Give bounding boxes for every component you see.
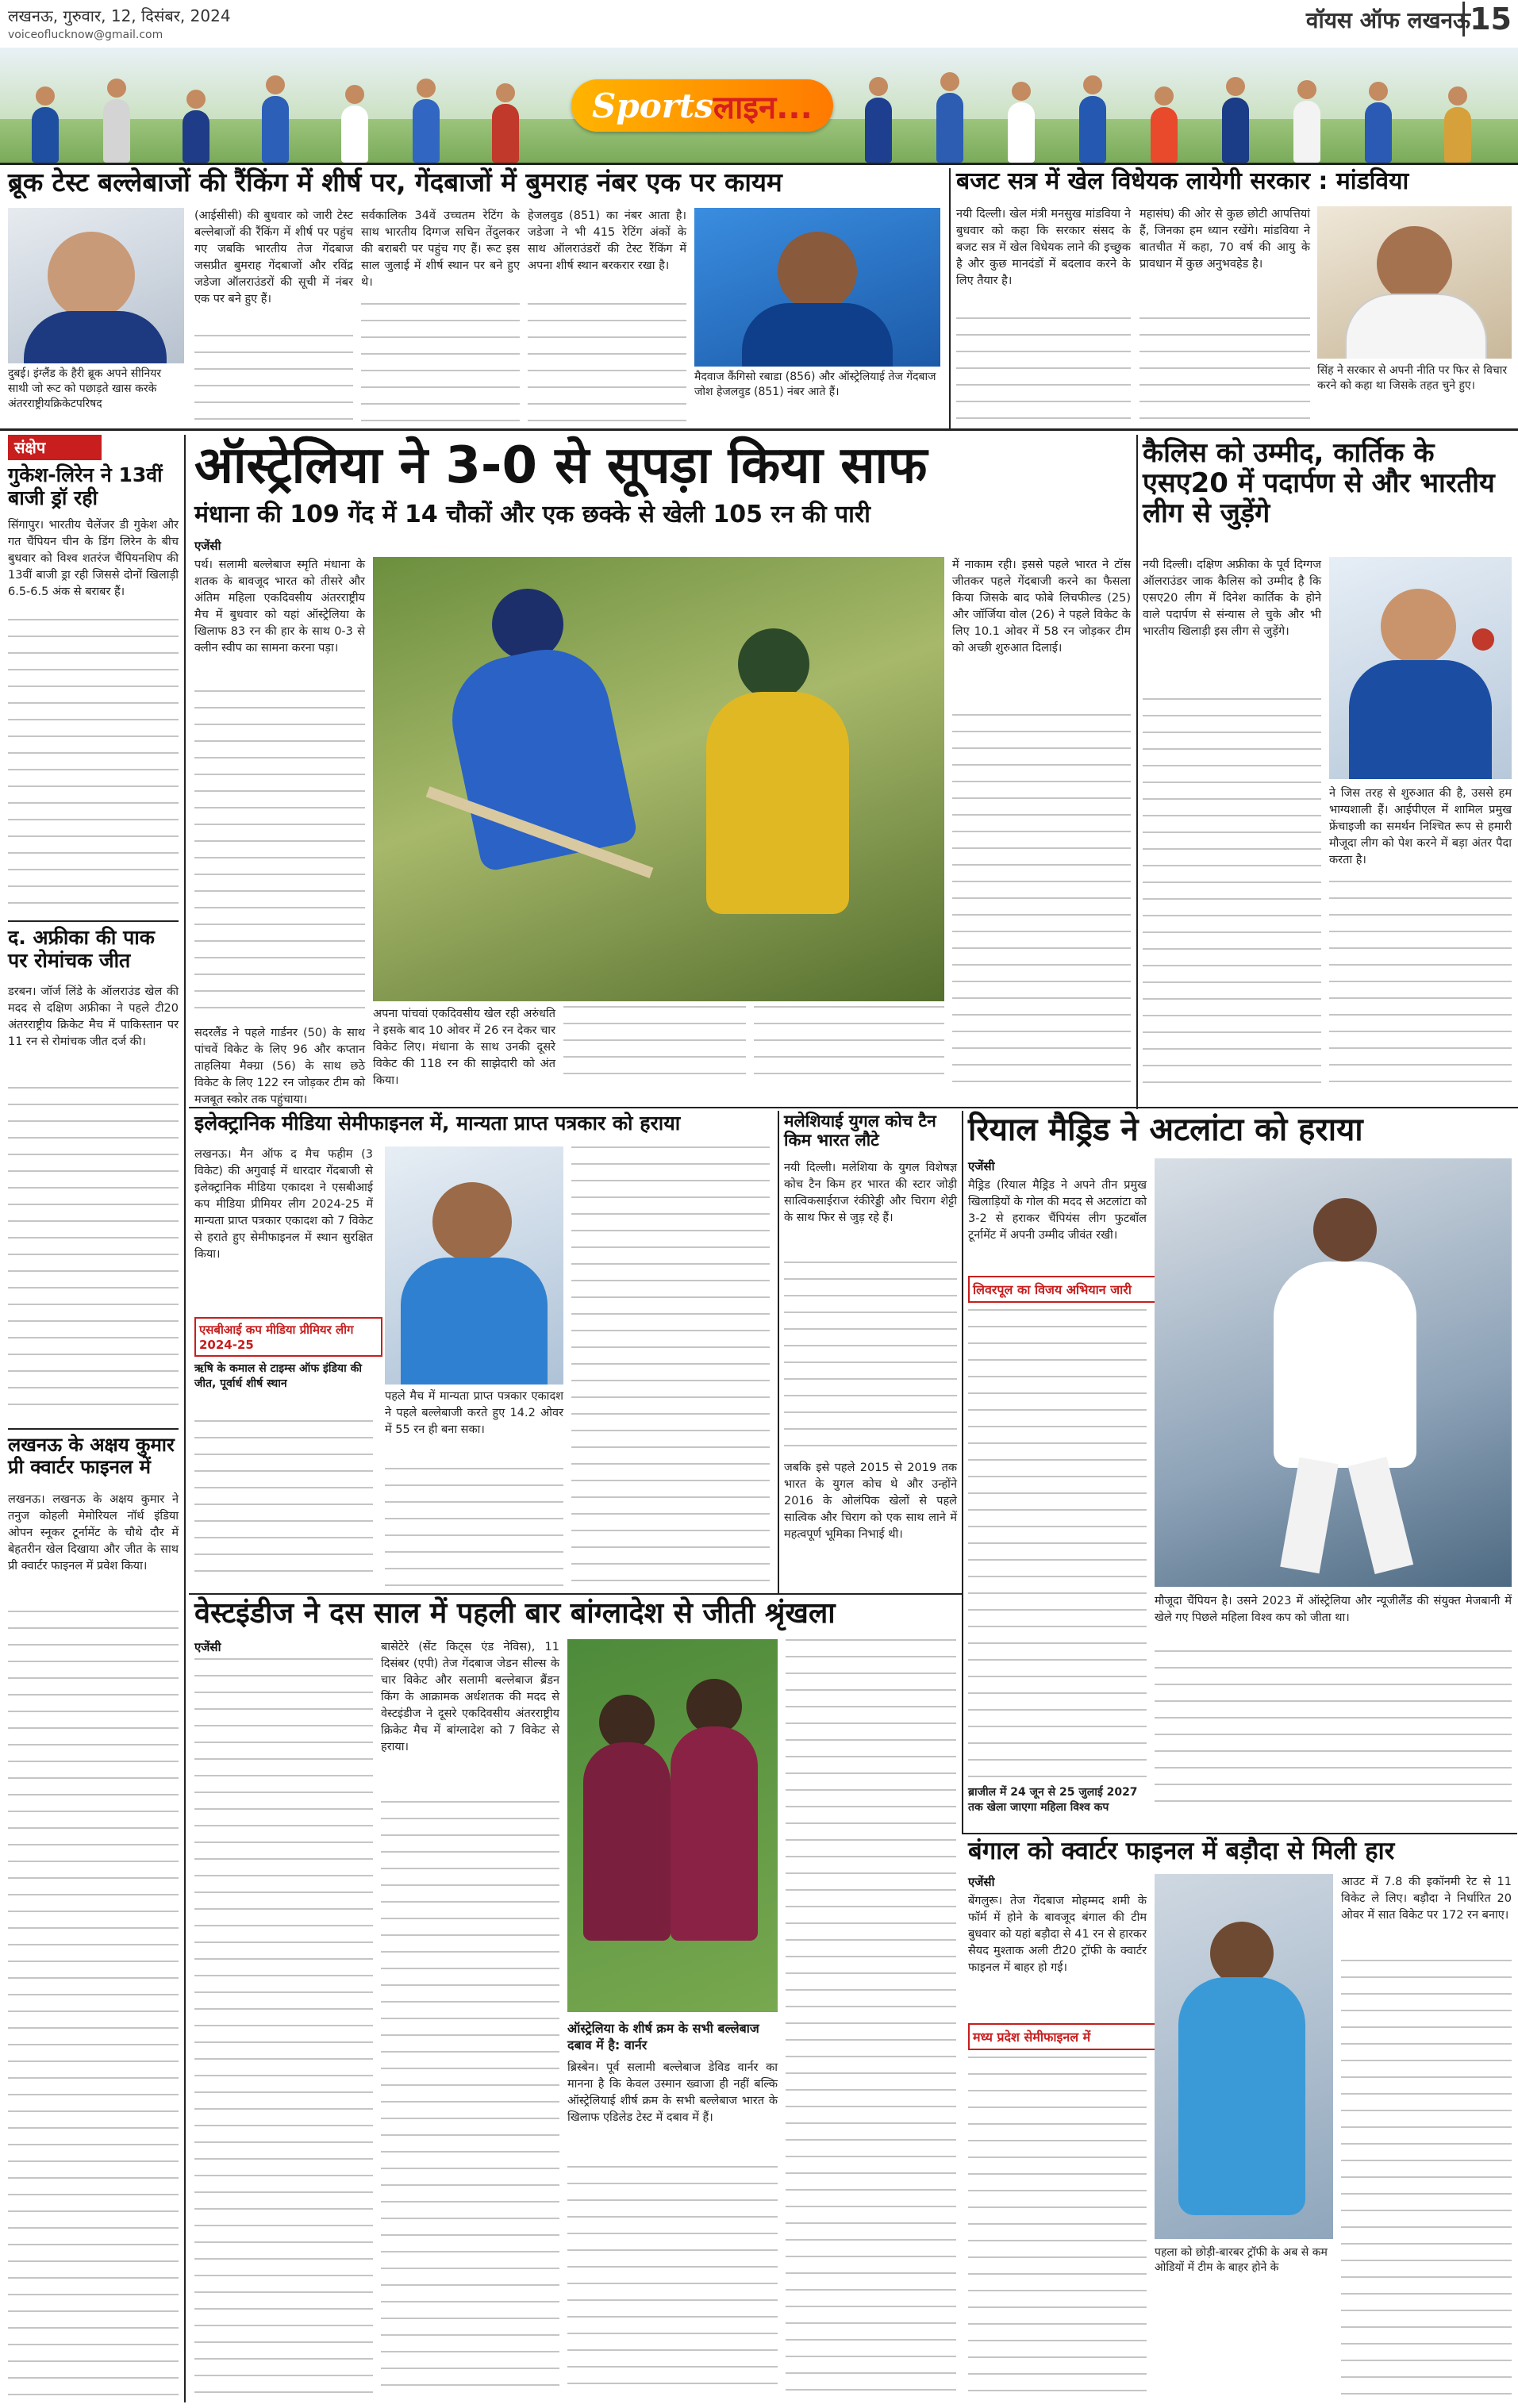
fahim-photo <box>385 1146 563 1385</box>
athlete-figure <box>492 104 519 163</box>
text-texture <box>956 317 1131 424</box>
athlete-figure <box>413 99 440 163</box>
brief-3-text: लखनऊ। लखनऊ के अक्षय कुमार ने तनुज कोहली मेमोरियल नॉर्थ इंडिया ओपन स्नूकर टूर्नामेंट के चौथे दौर में बेहतरीन खेल दिखाया और जीत के साथ प्री क्वार्टर फाइनल में प्रवेश किया। <box>8 1493 179 1573</box>
bill-para-3: सिंह ने सरकार से अपनी नीति पर फिर से विचार करने को कहा था जिसके तहत चुने हुए। <box>1317 364 1508 392</box>
athlete-figure <box>1365 102 1392 163</box>
bill-para-2: महासंघ) की ओर से कुछ छोटी आपत्तियां हैं, जिनका हम ध्यान रखेंगे। मांडविया ने बातचीत में कहा, 70 वर्ष की आयु के प्रावधान में कुछ अनुभवहेड है। <box>1139 208 1310 271</box>
section-divider <box>962 1833 1517 1834</box>
windies-para-1: बासेटेरे (सेंट किट्स एंड नेविस), 11 दिसंबर (एपी) तेज गेंदबाज जेडन सील्स के चार विकेट और सलामी बल्लेबाज ब्रैंडन किंग के आक्रामक अर्धशतक की मदद से वेस्टइंडीज ने दूसरे एकदिवसीय अंतरराष्ट्रीय क्रिकेट मैच में बांग्लादेश को 7 विकेट से हराया। <box>381 1641 559 1753</box>
kallis-photo <box>1329 557 1512 779</box>
athlete-figure <box>1293 101 1320 163</box>
brief-3-title: लखनऊ के अक्षय कुमार प्री क्वार्टर फाइनल में <box>8 1434 175 1478</box>
kallis-para-1: नयी दिल्ली। दक्षिण अफ्रीका के पूर्व दिग्गज ऑलराउंडर जाक कैलिस को उम्मीद है कि एसए20 लीग में दिनेश कार्तिक के होने वाले पदार्पण से संन्यास ले चुके और भी भारतीय खिलाड़ी इस लीग से जुड़ेंगे। <box>1143 559 1321 638</box>
athlete-figure <box>1008 102 1035 163</box>
athlete-figure <box>103 99 130 163</box>
text-texture <box>1329 881 1512 1087</box>
bill-headline: बजट सत्र में खेल विधेयक लायेगी सरकार : मांडविया <box>956 167 1409 195</box>
athlete-figure <box>1222 98 1249 163</box>
brook-caption: दुबई। इंग्लैंड के हैरी ब्रूक अपने सीनियर साथी जो रूट को पछाड़ते खास करके अंतरराष्ट्रीयक्रिकेटपरिषद <box>8 367 162 410</box>
text-texture <box>567 2166 778 2396</box>
bengal-headline: बंगाल को क्वार्टर फाइनल में बड़ौदा से मिली हार <box>968 1837 1395 1865</box>
lead-subhead: मंधाना की 109 गेंद में 14 चौकों और एक छक्के से खेली 105 रन की पारी <box>194 501 870 528</box>
section-divider <box>0 428 1518 431</box>
text-texture <box>754 1006 944 1085</box>
dateline: लखनऊ, गुरुवार, 12, दिसंबर, 2024 <box>8 6 231 25</box>
brief-divider <box>8 1428 179 1430</box>
text-texture <box>381 1801 559 2396</box>
athlete-figure <box>1079 96 1106 163</box>
athlete-figure <box>1151 107 1178 163</box>
brief-1-text: सिंगापुर। भारतीय चैलेंजर डी गुकेश और गत चैंपियन चीन के डिंग लिरेन के बीच बुधवार को विश्व शतरंज चैंपियनशिप की 13वीं बाजी ड्रा रही जिससे दोनों खिलाड़ी 6.5-6.5 अंक से बराबर हैं। <box>8 519 179 598</box>
text-texture <box>563 1006 746 1085</box>
media-para-1: लखनऊ। मैन ऑफ द मैच फहीम (3 विकेट) की अगुवाई में धारदार गेंदबाजी से इलेक्ट्रानिक मीडिया एकादश ने एसबीआई कप मीडिया प्रीमियर लीग 2024-25 में मान्यता प्राप्त पत्रकार एकादश को 7 विकेट से हराते हुए सेमीफाइनल में स्थान सुरक्षित किया। <box>194 1148 373 1261</box>
rankings-para-3: हेजलवुड (851) का नंबर आता है। जडेजा ने भी 415 रेटिंग अंकों के साथ ऑलराउंडरों की टेस्ट रैंकिंग में अपना शीर्ष स्थान बरकरार रखा है। <box>528 209 686 272</box>
kallis-headline: कैलिस को उम्मीद, कार्तिक के एसए20 में पदार्पण से और भारतीय लीग से जुड़ेंगे <box>1143 437 1495 530</box>
bengal-box-title: मध्य प्रदेश सेमीफाइनल में <box>968 2023 1156 2050</box>
text-texture <box>1155 1650 1512 1809</box>
media-headline: इलेक्ट्रानिक मीडिया सेमीफाइनल में, मान्यता प्राप्त पत्रकार को हराया <box>194 1112 681 1135</box>
real-box-title: लिवरपूल का विजय अभियान जारी <box>968 1276 1156 1303</box>
media-para-2: पहले मैच में मान्यता प्राप्त पत्रकार एकादश ने पहले बल्लेबाजी करते हुए 14.2 ओवर में 55 रन ही बना सका। <box>385 1390 563 1436</box>
windies-byline: एजेंसी <box>194 1640 221 1654</box>
rankings-headline: ब्रूक टेस्ट बल्लेबाजों की रैंकिंग में शीर्ष पर, गेंदबाजों में बुमराह नंबर एक पर कायम <box>8 167 782 198</box>
text-texture <box>968 2057 1147 2398</box>
text-texture <box>194 1658 373 2396</box>
text-texture <box>8 1611 179 2396</box>
text-texture <box>8 619 179 912</box>
brief-divider <box>8 920 179 922</box>
malaysia-para-2: जबकि इसे पहले 2015 से 2019 तक भारत के युगल कोच थे और उन्होंने 2016 के ओलंपिक खेलों से पहले सात्विक और चिराग को एक साथ लाने में महत्वपूर्ण भूमिका निभाई थी। <box>784 1461 957 1541</box>
brief-2-title: द. अफ्रीका की पाक पर रोमांचक जीत <box>8 926 155 972</box>
text-texture <box>952 714 1131 1087</box>
lead-photo-text: अपना पांचवां एकदिवसीय खेल रही अरुंधति ने इसके बाद 10 ओवर में 26 रन देकर चार विकेट लिए। मंधाना के साथ उनकी दूसरे विकेट की 118 रन की साझेदारी को अंत किया। <box>373 1008 555 1087</box>
windies-celebration-photo <box>567 1639 778 2012</box>
text-texture <box>194 335 353 424</box>
column-divider <box>184 435 186 2402</box>
rankings-para-1: (आईसीसी) की बुधवार को जारी टेस्ट बल्लेबाजों की रैंकिंग में शीर्ष पर पहुंच गए जबकि भारतीय तेज गेंदबाज जसप्रीत बुमराह गेंदबाजों और रविंद्र जडेजा ऑलराउंडरों की सूची में नंबर एक पर बने हुए हैं। <box>194 209 353 305</box>
real-caption: ब्राजील में 24 जून से 25 जुलाई 2027 तक खेला जाएगा महिला विश्व कप <box>968 1786 1138 1814</box>
malaysia-para-1: नयी दिल्ली। मलेशिया के युगल विशेषज्ञ कोच टैन किम हर भारत की स्टार जोड़ी सात्विकसाईराज रंकीरेड्डी और चिराग शेट्टी के साथ फिर से जुड़ रहे हैं। <box>784 1162 957 1224</box>
mandaviya-photo <box>1317 206 1512 359</box>
lead-para-2: सदरलैंड ने पहले गार्डनर (50) के साथ पांचवें विकेट के लिए 96 और कप्तान ताहलिया मैक्ग्रा (56) के साथ छठे विकेट के लिए 122 रन जोड़कर टीम को मजबूत स्कोर तक पहुंचाया। <box>194 1027 365 1106</box>
athlete-figure <box>1444 107 1471 163</box>
lead-byline: एजेंसी <box>194 539 221 553</box>
brand-name: वॉयस ऑफ लखनऊ <box>1305 7 1470 33</box>
real-para-1: मैड्रिड (रियाल मैड्रिड ने अपने तीन प्रमुख खिलाड़ियों के गोल की मदद से अटलांटा को 3-2 से हराकर चैंपियंस लीग फुटबॉल टूर्नामेंट में अपनी उम्मीद जीवंत रखी। <box>968 1179 1147 1242</box>
text-texture <box>1341 1960 1512 2396</box>
text-texture <box>571 1146 770 1587</box>
bumrah-photo <box>694 208 940 367</box>
lead-headline: ऑस्ट्रेलिया ने 3-0 से सूपड़ा किया साफ <box>194 436 928 495</box>
athlete-figure <box>262 96 289 163</box>
athlete-figure <box>341 106 368 163</box>
text-texture <box>8 1087 179 1420</box>
bumrah-caption: मैदवाज कैंगिसो रबाडा (856) और ऑस्ट्रेलियाई तेज गेंदबाज जोश हेजलवुड (851) नंबर आते हैं। <box>694 371 936 398</box>
brook-photo <box>8 208 184 363</box>
real-byline: एजेंसी <box>968 1159 995 1173</box>
shami-caption: पहला को छोड़ी-बारबर ट्रॉफी के अब से कम ओडियों में टीम के बाहर होने के <box>1155 2246 1328 2274</box>
logo-text-english: Sports <box>592 86 713 125</box>
bengal-para-2: आउट में 7.8 की इकॉनमी रेट से 11 विकेट ले लिए। बड़ौदा ने निर्धारित 20 ओवर में सात विकेट पर 172 रन बनाए। <box>1341 1876 1512 1922</box>
athlete-figure <box>936 93 963 163</box>
brief-2-text: डरबन। जॉर्ज लिंडे के ऑलराउंड खेल की मदद से दक्षिण अफ्रीका ने पहले टी20 अंतरराष्ट्रीय क्रिकेट मैच में पाकिस्तान पर 11 रन से रोमांचक जीत दर्ज की। <box>8 985 179 1048</box>
page-number: 15 <box>1462 2 1512 36</box>
column-divider <box>949 168 951 428</box>
media-box-title: एसबीआई कप मीडिया प्रीमियर लीग 2024-25 <box>194 1317 382 1357</box>
warner-caption-title: ऑस्ट्रेलिया के शीर्ष क्रम के सभी बल्लेबाज दबाव में है: वार्नर <box>567 2021 759 2053</box>
bill-para-1: नयी दिल्ली। खेल मंत्री मनसुख मांडविया ने बुधवार को कहा कि सरकार संसद के बजट सत्र में खेल विधेयक लाने की इच्छुक है और कुछ मानदंडों में बदलाव करने के लिए तैयार है। <box>956 208 1131 287</box>
rankings-para-2: सर्वकालिक 34वें उच्चतम रेटिंग के साथ भारतीय दिग्गज सचिन तेंदुलकर की बराबरी पर पहुंच गए हैं। रूट इस साल जुलाई में शीर्ष स्थान पर बने हुए थे। <box>361 209 520 289</box>
malaysia-headline: मलेशियाई युगल कोच टैन किम भारत लौटे <box>784 1112 936 1150</box>
email: voiceoflucknow@gmail.com <box>8 29 163 41</box>
lead-para-1: पर्थ। सलामी बल्लेबाज स्मृति मंधाना के शतक के बावजूद भारत को तीसरे और अंतिम महिला एकदिवसीय अंतरराष्ट्रीय मैच में बुधवार को यहां ऑस्ट्रेलिया के खिलाफ 83 रन की हार के साथ 0-3 से क्लीन स्वीप का सामना करना पड़ा। <box>194 559 365 655</box>
sports-line-logo <box>571 79 833 132</box>
column-divider <box>778 1111 779 1595</box>
media-box-sub: ऋषि के कमाल से टाइम्स ऑफ इंडिया की जीत, पूर्वार्ध शीर्ष स्थान <box>194 1362 363 1390</box>
athlete-figure <box>32 107 59 163</box>
bengal-byline: एजेंसी <box>968 1875 995 1889</box>
text-texture <box>786 1639 956 2397</box>
athlete-figure <box>183 110 209 163</box>
text-texture <box>194 1420 373 1587</box>
banner-divider <box>0 163 1518 165</box>
text-texture <box>385 1468 563 1587</box>
kallis-para-2: ने जिस तरह से शुरुआत की है, उससे हम भाग्यशाली हैं। आईपीएल में शामिल प्रमुख फ्रेंचाइजी का समर्थन निश्चित रूप से हमारी मौजूदा लीग को पेश करने में बड़ा अंतर पैदा करता है। <box>1329 787 1512 866</box>
column-divider <box>1136 435 1138 1109</box>
mbappe-photo <box>1155 1158 1512 1587</box>
section-divider <box>189 1107 1518 1108</box>
section-divider <box>189 1593 963 1595</box>
brief-label: संक्षेप <box>8 435 102 460</box>
lead-para-3: मेें नाकाम रही। इससे पहले भारत ने टॉस जीतकर पहले गेंदबाजी करने का फैसला किया जिसके बाद फोबे लिचफील्ड (25) और जॉर्जिया वोल (26) ने पहले विकेट के लिए 10.1 ओवर में 58 रन जोड़कर टीम को अच्छी शुरुआत दिलाई। <box>952 559 1131 655</box>
text-texture <box>1143 698 1321 1087</box>
text-texture <box>194 690 365 1023</box>
text-texture <box>528 303 686 424</box>
text-texture <box>784 1262 957 1452</box>
warner-para: ब्रिस्बेन। पूर्व सलामी बल्लेबाज डेविड वार्नर का मानना है कि केवल उस्मान ख्वाजा ही नहीं बल्कि ऑस्ट्रेलियाई शीर्ष क्रम के सभी बल्लेबाज भारत के खिलाफ एडिलेड टेस्ट में दबाव में हैं। <box>567 2061 778 2124</box>
text-texture <box>361 303 520 424</box>
logo-text-hindi: लाइन... <box>713 89 813 126</box>
athlete-figure <box>865 98 892 163</box>
mandhana-batting-photo <box>373 557 944 1001</box>
bengal-para-1: बेंगलुरू। तेज गेंदबाज मोहम्मद शमी के फॉर्म में होने के बावजूद बंगाल की टीम बुधवार को यहां बड़ौदा से 41 रन से हारकर सैयद मुश्ताक अली टी20 ट्रॉफी के क्वार्टर फाइनल में बाहर हो गई। <box>968 1895 1147 1974</box>
text-texture <box>968 1309 1147 1777</box>
text-texture <box>1139 317 1310 424</box>
real-headline: रियाल मैड्रिड ने अटलांटा को हराया <box>968 1112 1363 1148</box>
brief-1-title: गुकेश-लिरेन ने 13वीं बाजी ड्रॉ रही <box>8 463 163 509</box>
shami-photo <box>1155 1874 1333 2239</box>
column-divider <box>962 1111 963 1833</box>
windies-headline: वेस्टइंडीज ने दस साल में पहली बार बांग्लादेश से जीती श्रृंखला <box>194 1597 836 1630</box>
real-para-2: मौजूदा चैंपियन है। उसने 2023 में ऑस्ट्रेलिया और न्यूजीलैंड की संयुक्त मेजबानी में खेले गए पिछले महिला विश्व कप को जीता था। <box>1155 1595 1512 1624</box>
